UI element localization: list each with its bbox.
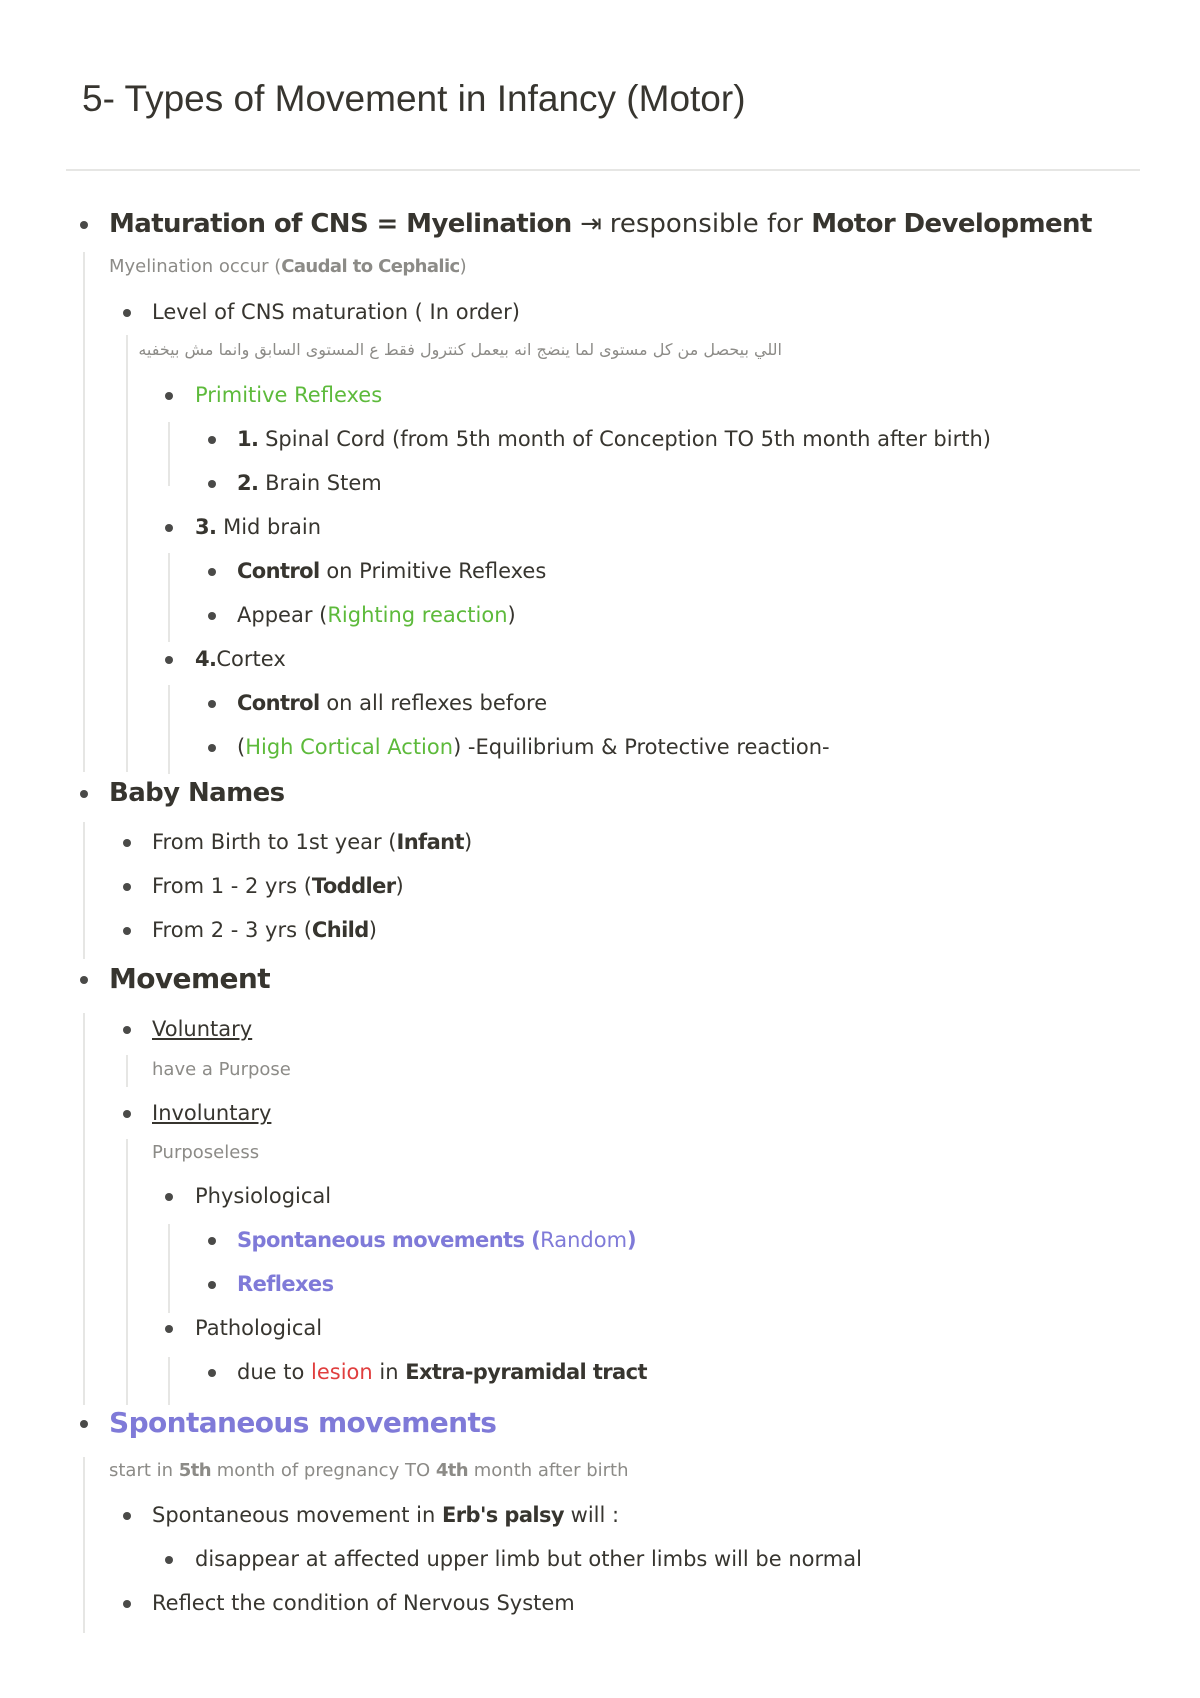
heading-part: Maturation of CNS = Myelination (109, 209, 572, 239)
cns-maturation-heading (109, 211, 1092, 237)
indent-guide (168, 553, 170, 642)
list-item: Pathological (195, 1316, 323, 1340)
involuntary-label: Involuntary (152, 1101, 272, 1125)
bullet-icon (80, 976, 88, 984)
item-bold: Erb's palsy (442, 1503, 564, 1527)
item-number: 4. (195, 647, 217, 671)
list-item (237, 561, 546, 582)
list-item: Reflect the condition of Nervous System (152, 1591, 575, 1615)
bullet-icon (123, 1026, 131, 1034)
note-text: ) (459, 256, 467, 277)
bullet-icon (208, 744, 216, 752)
bullet-icon (165, 1325, 173, 1333)
note-text: Myelination occur ( (109, 256, 282, 277)
list-item (237, 1230, 636, 1251)
item-bold: Extra-pyramidal tract (405, 1360, 647, 1384)
item-bold: Infant (396, 830, 464, 854)
arabic-note: اللي بيحصل من كل مستوى لما ينضج انه بيعمل كنترول فقط ع المستوى السابق وانما مش بيخفيه (138, 340, 782, 359)
bullet-icon (165, 1556, 173, 1564)
item-text: Random (540, 1228, 628, 1252)
bullet-icon (123, 1512, 131, 1520)
voluntary-note: have a Purpose (152, 1059, 291, 1080)
spontaneous-movements-heading: Spontaneous movements (109, 1406, 497, 1439)
item-text: on all reflexes before (326, 691, 548, 715)
page-title: 5- Types of Movement in Infancy (Motor) (82, 78, 746, 119)
bullet-icon (123, 883, 131, 891)
item-number: 3. (195, 515, 217, 539)
bullet-icon (208, 1369, 216, 1377)
item-bold: Control (237, 691, 320, 715)
item-bold: Child (311, 918, 369, 942)
involuntary-note: Purposeless (152, 1142, 260, 1163)
heading-part: responsible for (609, 209, 803, 239)
indent-guide (83, 252, 85, 772)
bullet-icon (208, 1281, 216, 1289)
heading-part: Motor Development (811, 209, 1092, 239)
note-text: month after birth (473, 1460, 629, 1481)
item-text: From 2 - 3 yrs ( (152, 918, 312, 942)
list-item: Level of CNS maturation ( In order) (152, 300, 520, 324)
list-item (195, 517, 321, 538)
list-item (152, 832, 472, 853)
bullet-icon (123, 309, 131, 317)
bullet-icon (123, 927, 131, 935)
list-item (237, 693, 547, 714)
item-number: 1. (237, 427, 259, 451)
indent-guide (168, 1357, 170, 1405)
list-item (237, 1362, 647, 1383)
item-text: on Primitive Reflexes (326, 559, 547, 583)
bullet-icon (208, 480, 216, 488)
bullet-icon (123, 1600, 131, 1608)
item-green: Righting reaction (327, 603, 508, 627)
item-red: lesion (311, 1360, 373, 1384)
list-item (237, 737, 830, 758)
item-bold: Control (237, 559, 320, 583)
voluntary-label: Voluntary (152, 1017, 253, 1041)
item-text: Appear ( (237, 603, 328, 627)
list-item (152, 1505, 619, 1526)
list-item (237, 605, 516, 626)
note-bold: 5th (178, 1460, 211, 1481)
bullet-icon (80, 1420, 88, 1428)
bullet-icon (208, 700, 216, 708)
note-bold: Caudal to Cephalic (281, 256, 460, 277)
note-bold: 4th (435, 1460, 469, 1481)
item-text: ) -Equilibrium & Protective reaction- (453, 735, 830, 759)
indent-guide (168, 685, 170, 774)
indent-guide (83, 1013, 85, 1405)
item-text: Mid brain (223, 515, 322, 539)
list-item (152, 920, 377, 941)
list-item (237, 473, 382, 494)
indent-guide (126, 1055, 128, 1087)
bullet-icon (208, 436, 216, 444)
movement-heading: Movement (109, 962, 271, 995)
item-bold: ) (627, 1228, 637, 1252)
item-text: Spontaneous movement in (152, 1503, 436, 1527)
item-text: ( (237, 735, 246, 759)
myelination-note (109, 258, 467, 276)
bullet-icon (80, 221, 88, 229)
bullet-icon (123, 1110, 131, 1118)
bullet-icon (165, 392, 173, 400)
list-item (237, 429, 991, 450)
item-text: Cortex (216, 647, 286, 671)
list-item (152, 876, 404, 897)
item-text: ) (463, 830, 473, 854)
item-text: in (379, 1360, 399, 1384)
item-bold: Toddler (311, 874, 396, 898)
indent-guide (83, 1457, 85, 1633)
item-text: due to (237, 1360, 305, 1384)
title-divider (66, 169, 1140, 171)
primitive-reflexes-label: Primitive Reflexes (195, 383, 383, 407)
bullet-icon (165, 656, 173, 664)
item-number: 2. (237, 471, 259, 495)
arrow-icon: ⇥ (580, 209, 602, 239)
item-text: ) (368, 918, 377, 942)
item-text: Brain Stem (265, 471, 382, 495)
baby-names-heading: Baby Names (109, 778, 285, 808)
spontaneous-note (109, 1462, 629, 1480)
indent-guide (83, 822, 85, 959)
indent-guide (168, 422, 170, 486)
item-text: ) (507, 603, 516, 627)
item-bold: Spontaneous movements ( (237, 1228, 541, 1252)
list-item: Reflexes (237, 1272, 334, 1296)
bullet-icon (123, 839, 131, 847)
indent-guide (168, 1224, 170, 1313)
indent-guide (126, 335, 128, 772)
item-text: Spinal Cord (from 5th month of Conception TO 5th month after birth) (265, 427, 991, 451)
list-item: disappear at affected upper limb but other limbs will be normal (195, 1547, 862, 1571)
bullet-icon (165, 1193, 173, 1201)
item-green: High Cortical Action (245, 735, 454, 759)
item-text: From 1 - 2 yrs ( (152, 874, 312, 898)
indent-guide (126, 1139, 128, 1405)
bullet-icon (80, 790, 88, 798)
bullet-icon (208, 1237, 216, 1245)
note-text: start in (109, 1460, 174, 1481)
item-text: ) (395, 874, 404, 898)
list-item: Physiological (195, 1184, 332, 1208)
bullet-icon (165, 524, 173, 532)
bullet-icon (208, 568, 216, 576)
item-text: From Birth to 1st year ( (152, 830, 397, 854)
note-text: month of pregnancy TO (216, 1460, 431, 1481)
bullet-icon (208, 612, 216, 620)
list-item (195, 649, 286, 670)
item-text: will : (570, 1503, 620, 1527)
